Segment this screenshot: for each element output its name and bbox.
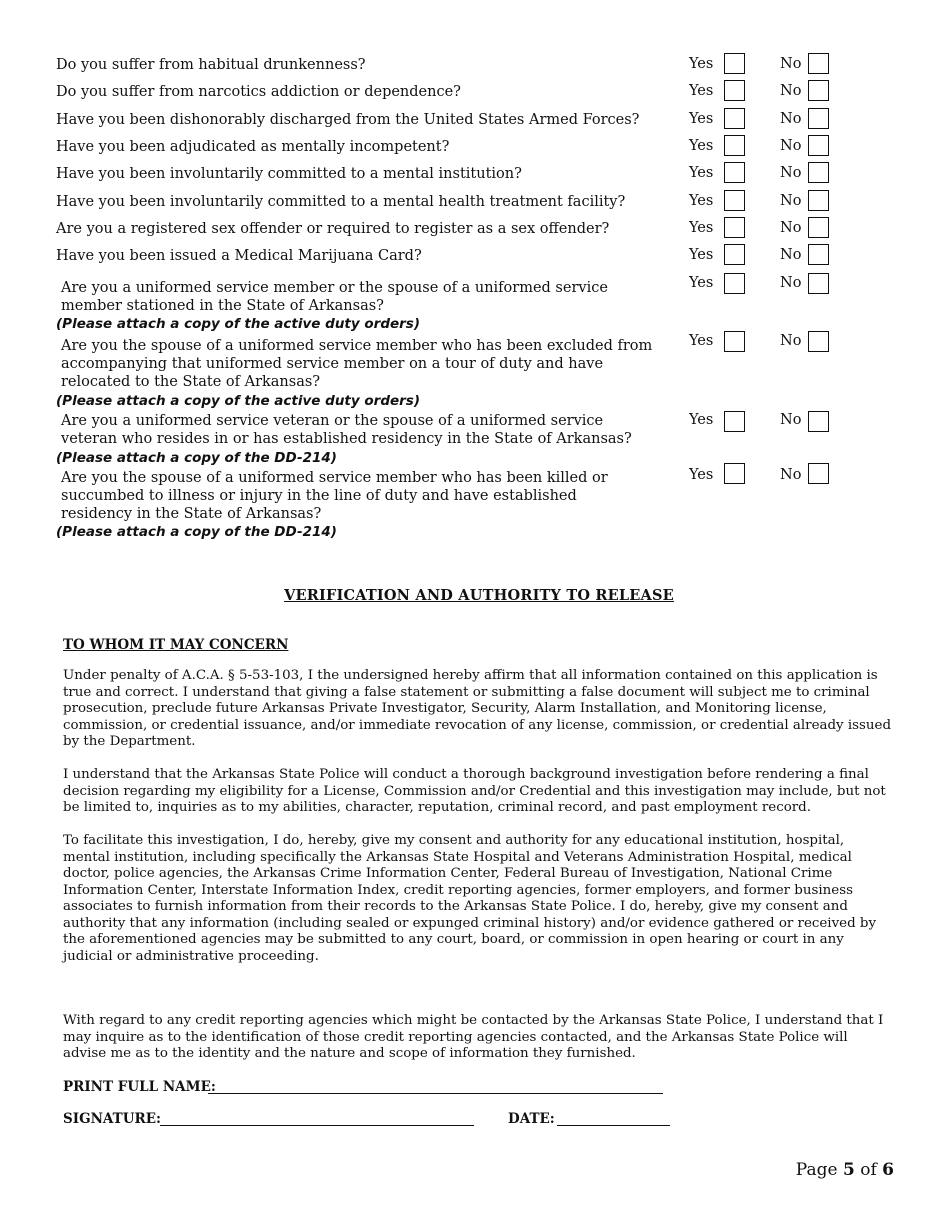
no-checkbox[interactable] <box>808 53 829 74</box>
no-checkbox[interactable] <box>808 108 829 129</box>
question-text: Have you been involuntarily committed to a mental institution? <box>56 166 522 182</box>
no-label: No <box>780 193 802 209</box>
yes-checkbox[interactable] <box>724 331 745 352</box>
no-checkbox[interactable] <box>808 331 829 352</box>
no-label: No <box>780 165 802 181</box>
yes-checkbox[interactable] <box>724 273 745 294</box>
no-checkbox[interactable] <box>808 463 829 484</box>
question-note: (Please attach a copy of the active duty orders) <box>56 316 420 332</box>
no-checkbox[interactable] <box>808 135 829 156</box>
date-label: DATE: <box>508 1111 555 1127</box>
question-note: (Please attach a copy of the active duty orders) <box>56 393 420 409</box>
no-checkbox[interactable] <box>808 80 829 101</box>
consent-paragraph: To facilitate this investigation, I do, hereby, give my consent and authority for any educational institution, hospital, mental institution, including specifically the Arkansas State Hospital and Veterans Administration Hospital, medical doctor, police agencies, the Arkansas Crime Information Center, Federal Bureau of Investigation, National Crime Information Center, Interstate Information Index, credit reporting agencies, former employers, and former business associates to furnish information from their records to the Arkansas State Police. I do, hereby, give my consent and authority that any information (including sealed or expunged criminal history) and/or evidence gathered or received by the aforementioned agencies may be submitted to any court, board, or commission in open hearing or court in any judicial or administrative proceeding. <box>63 833 877 964</box>
no-label: No <box>780 111 802 127</box>
page-total: 6 <box>882 1160 894 1180</box>
yes-checkbox[interactable] <box>724 463 745 484</box>
no-checkbox[interactable] <box>808 273 829 294</box>
section-title: VERIFICATION AND AUTHORITY TO RELEASE <box>284 587 674 604</box>
yes-label: Yes <box>689 56 714 72</box>
page-current: 5 <box>842 1160 855 1180</box>
question-text: Do you suffer from habitual drunkenness? <box>56 57 366 73</box>
no-label: No <box>780 275 802 291</box>
yes-label: Yes <box>689 412 714 428</box>
yes-checkbox[interactable] <box>724 80 745 101</box>
question-text: Have you been adjudicated as mentally incompetent? <box>56 139 450 155</box>
page-prefix: Page <box>795 1160 838 1180</box>
no-checkbox[interactable] <box>808 244 829 265</box>
credit-paragraph: With regard to any credit reporting agencies which might be contacted by the Arkansas State Police, I understand that I may inquire as to the identification of those credit reporting agencies contacted, and the Arkansas State Police will advise me as to the identity and the nature and scope of information they furnished. <box>63 1013 884 1061</box>
yes-checkbox[interactable] <box>724 108 745 129</box>
question-text: Have you been issued a Medical Marijuana Card? <box>56 248 422 264</box>
affirmation-paragraph: Under penalty of A.C.A. § 5-53-103, I the undersigned hereby affirm that all information contained on this application is true and correct. I understand that giving a false statement or submitting a false document will subject me to criminal prosecution, preclude future Arkansas Private Investigator, Security, Alarm Installation, and Monitoring license, commission, or credential issuance, and/or immediate revocation of any license, commission, or credential already issued by the Department. <box>63 668 892 749</box>
yes-label: Yes <box>689 193 714 209</box>
print-name-label: PRINT FULL NAME: <box>63 1079 216 1095</box>
print-name-line[interactable] <box>208 1093 663 1094</box>
question-text: Are you a uniformed service veteran or the spouse of a uniformed service veteran who resides in or has established residency in the State of Arkansas? <box>61 413 632 447</box>
question-text: Are you the spouse of a uniformed service member who has been killed or succumbed to illness or injury in the line of duty and have established residency in the State of Arkansas? <box>61 470 608 522</box>
no-label: No <box>780 56 802 72</box>
page-of: of <box>860 1160 877 1180</box>
question-note: (Please attach a copy of the DD-214) <box>56 524 337 540</box>
yes-checkbox[interactable] <box>724 53 745 74</box>
question-text: Have you been involuntarily committed to a mental health treatment facility? <box>56 194 626 210</box>
yes-checkbox[interactable] <box>724 217 745 238</box>
yes-label: Yes <box>689 165 714 181</box>
question-text: Are you a uniformed service member or the spouse of a uniformed service member stationed in the State of Arkansas? <box>61 280 608 314</box>
no-label: No <box>780 83 802 99</box>
yes-checkbox[interactable] <box>724 162 745 183</box>
signature-label: SIGNATURE: <box>63 1111 161 1127</box>
question-text: Do you suffer from narcotics addiction or dependence? <box>56 84 461 100</box>
yes-label: Yes <box>689 111 714 127</box>
no-label: No <box>780 220 802 236</box>
yes-checkbox[interactable] <box>724 190 745 211</box>
question-text: Have you been dishonorably discharged from the United States Armed Forces? <box>56 112 640 128</box>
question-text: Are you a registered sex offender or required to register as a sex offender? <box>56 221 610 237</box>
no-label: No <box>780 247 802 263</box>
no-checkbox[interactable] <box>808 217 829 238</box>
page-number <box>796 1160 894 1180</box>
yes-label: Yes <box>689 247 714 263</box>
no-label: No <box>780 467 802 483</box>
no-label: No <box>780 333 802 349</box>
yes-checkbox[interactable] <box>724 244 745 265</box>
no-label: No <box>780 412 802 428</box>
date-line[interactable] <box>557 1125 670 1126</box>
yes-label: Yes <box>689 220 714 236</box>
no-checkbox[interactable] <box>808 162 829 183</box>
yes-checkbox[interactable] <box>724 411 745 432</box>
yes-label: Yes <box>689 275 714 291</box>
yes-checkbox[interactable] <box>724 135 745 156</box>
no-checkbox[interactable] <box>808 411 829 432</box>
yes-label: Yes <box>689 138 714 154</box>
yes-label: Yes <box>689 333 714 349</box>
no-checkbox[interactable] <box>808 190 829 211</box>
yes-label: Yes <box>689 467 714 483</box>
question-note: (Please attach a copy of the DD-214) <box>56 450 337 466</box>
no-label: No <box>780 138 802 154</box>
salutation: TO WHOM IT MAY CONCERN <box>63 637 289 653</box>
investigation-paragraph: I understand that the Arkansas State Police will conduct a thorough background investigation before rendering a final decision regarding my eligibility for a License, Commission and/or Credential and this investigation may include, but not be limited to, inquiries as to my abilities, character, reputation, criminal record, and past employment record. <box>63 767 886 815</box>
yes-label: Yes <box>689 83 714 99</box>
question-text: Are you the spouse of a uniformed service member who has been excluded from accompanying that uniformed service member on a tour of duty and have relocated to the State of Arkansas? <box>61 338 653 390</box>
signature-line[interactable] <box>160 1125 474 1126</box>
